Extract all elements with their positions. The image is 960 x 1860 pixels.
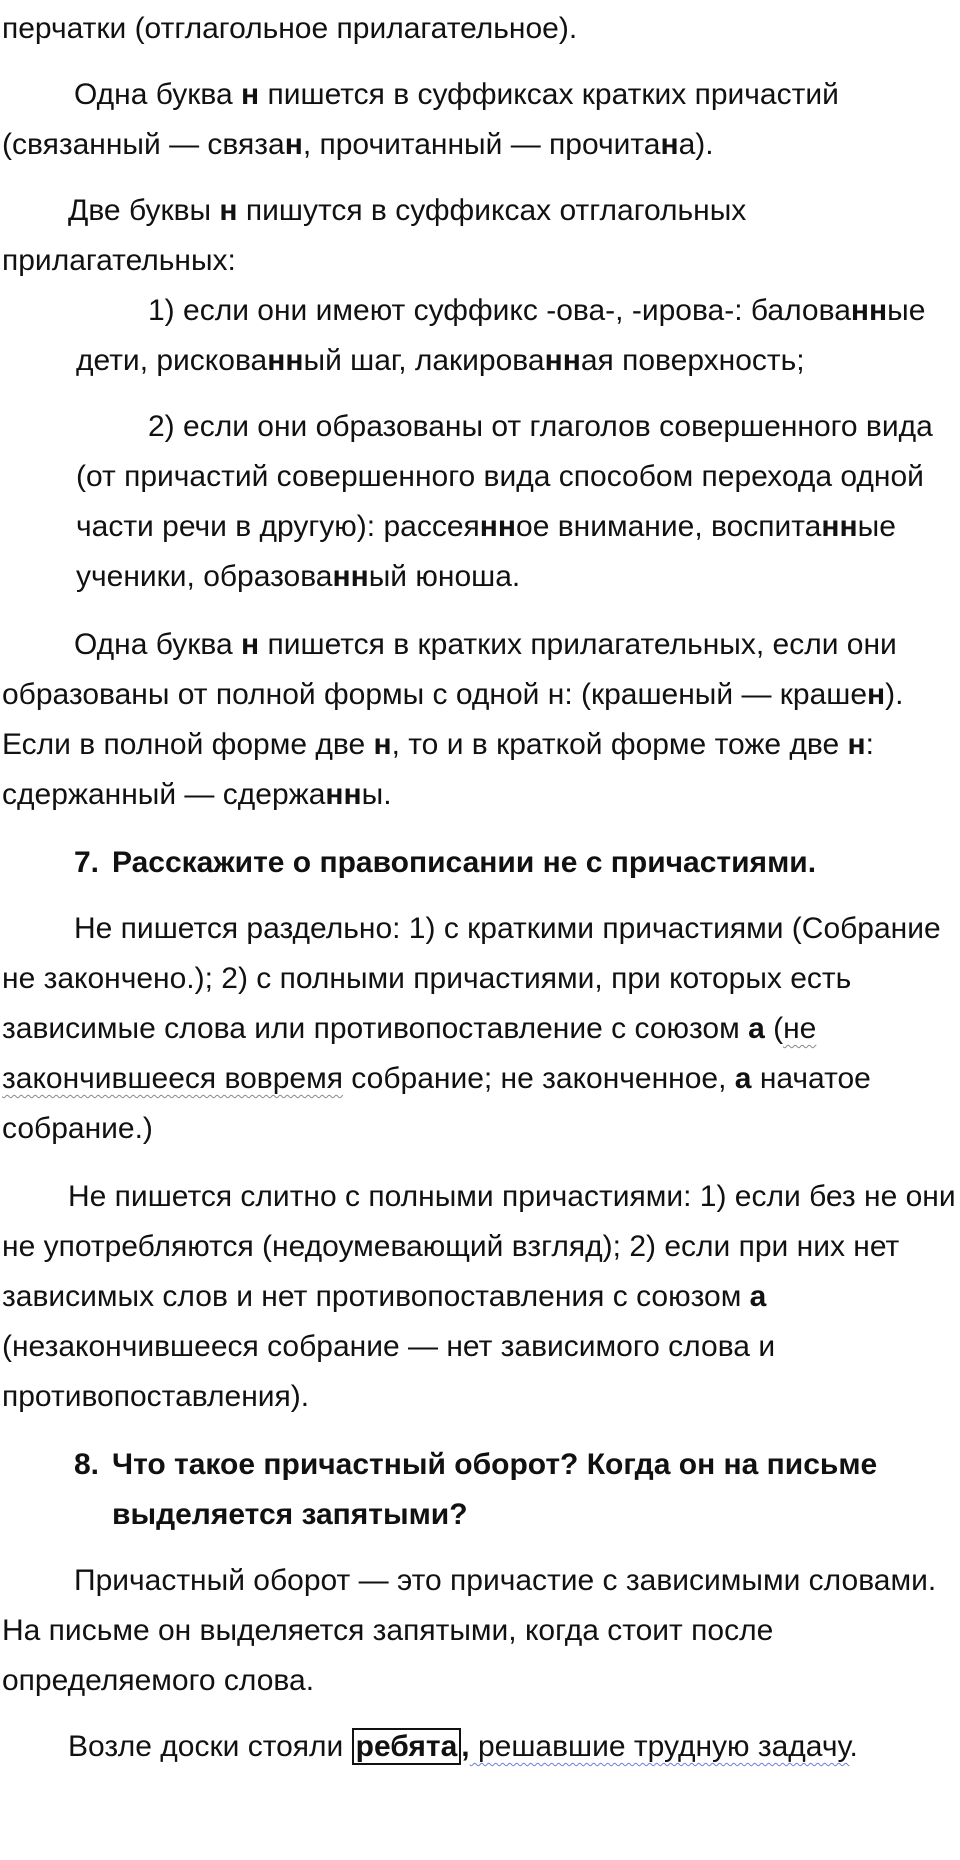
text: начатое собрание.) <box>2 1062 871 1145</box>
text: ы. <box>361 778 392 811</box>
bold-letter: н <box>241 78 260 111</box>
bold-letters: нн <box>821 510 858 543</box>
text: , то и в краткой форме тоже две <box>391 728 848 761</box>
bold-letter: а <box>748 1012 765 1045</box>
bold-letters: нн <box>479 510 517 543</box>
question-text: Что такое причастный оборот? Когда он на письме <box>112 1448 878 1481</box>
text: (незакончившееся собрание — нет зависимого слова и противопоставления). <box>2 1330 776 1413</box>
example-sentence <box>2 1722 960 1772</box>
text: Причастный оборот — это причастие с зависимыми словами. На письме он выделяется запятыми, когда стоит после определяемого слова. <box>2 1564 937 1697</box>
paragraph-short-adjectives <box>2 620 960 820</box>
bold-letters: нн <box>544 344 581 377</box>
bold-letters: нн <box>332 560 369 593</box>
question-heading-7 <box>74 838 960 888</box>
text: ые ученики, образова <box>76 510 896 593</box>
question-text: Расскажите о правописании не с причастиями. <box>112 846 817 879</box>
boxed-word: ребята <box>352 1728 462 1765</box>
question-heading-8 <box>74 1440 960 1540</box>
text: . <box>849 1730 858 1763</box>
text: 2) если они образованы от глаголов совершенного вида (от причастий совершенного вида способом перехода одной части речи в другую): рассея <box>76 410 933 543</box>
bold-letter: н <box>373 728 392 761</box>
question-text-cont: выделяется запятыми? <box>112 1498 468 1531</box>
text: ый шаг, лакирова <box>303 344 545 377</box>
text: пишутся в суффиксах отглагольных прилагательных: <box>2 194 747 277</box>
text: Не пишется раздельно: 1) с краткими причастиями (Собрание не закончено.); 2) с полными причастиями, при которых есть зависимые слова или противопоставление с союзом <box>2 912 941 1045</box>
bold-letter: н <box>660 128 679 161</box>
underlined-phrase: не закончившееся вовремя <box>2 1012 817 1095</box>
text: ое внимание, воспита <box>516 510 822 543</box>
bold-letter: н <box>867 678 886 711</box>
bold-letters: нн <box>325 778 362 811</box>
text: ). Если в полной форме две <box>2 678 904 761</box>
list-item-1 <box>76 286 960 386</box>
text: Одна буква <box>74 78 242 111</box>
bold-letters: нн <box>267 344 304 377</box>
text: Две буквы <box>68 194 220 227</box>
comma: , <box>461 1730 470 1763</box>
text: ая поверхность; <box>580 344 805 377</box>
bold-letter: а <box>749 1280 767 1313</box>
text: : сдержанный — сдержа <box>2 728 875 811</box>
text: Возле доски стояли <box>68 1730 352 1763</box>
text: пишется в суффиксах кратких причастий (связанный — связа <box>2 78 839 161</box>
list-item-2 <box>76 402 960 602</box>
text: , прочитанный — прочита <box>302 128 661 161</box>
participial-phrase-underlined: решавшие трудную задачу <box>469 1730 850 1763</box>
bold-letter: н <box>284 128 303 161</box>
paragraph-double-n <box>2 186 960 286</box>
text: собрание; не законченное, <box>342 1062 735 1095</box>
text: а). <box>678 128 714 161</box>
bold-letter: н <box>219 194 238 227</box>
paragraph-short-participles <box>2 70 960 170</box>
text: перчатки (отглагольное прилагательное). <box>2 12 578 45</box>
bold-letters: нн <box>850 294 888 327</box>
paragraph-participial-phrase <box>2 1556 960 1706</box>
text: Не пишется слитно с полными причастиями: 1) если без не они не употребляются (недоумевающий взгляд); 2) если при них нет зависимых слов и нет противопоставления с союзом <box>2 1180 956 1313</box>
paragraph-continuation <box>2 0 960 54</box>
paragraph-ne-joined <box>2 1172 960 1422</box>
text: ые дети, рискова <box>76 294 926 377</box>
text: 1) если они имеют суффикс -ова-, -ирова-: балова <box>148 294 851 327</box>
text: ый юноша. <box>368 560 521 593</box>
paragraph-ne-separate <box>2 904 960 1154</box>
bold-letter: н <box>847 728 866 761</box>
question-number: 8. <box>74 1448 100 1481</box>
text: пишется в кратких прилагательных, если они образованы от полной формы с одной н: (крашеный — краше <box>2 628 897 711</box>
bold-letter: а <box>734 1062 752 1095</box>
text: ( <box>764 1012 784 1045</box>
question-number: 7. <box>74 846 100 879</box>
text: Одна буква <box>74 628 242 661</box>
bold-letter: н <box>241 628 260 661</box>
